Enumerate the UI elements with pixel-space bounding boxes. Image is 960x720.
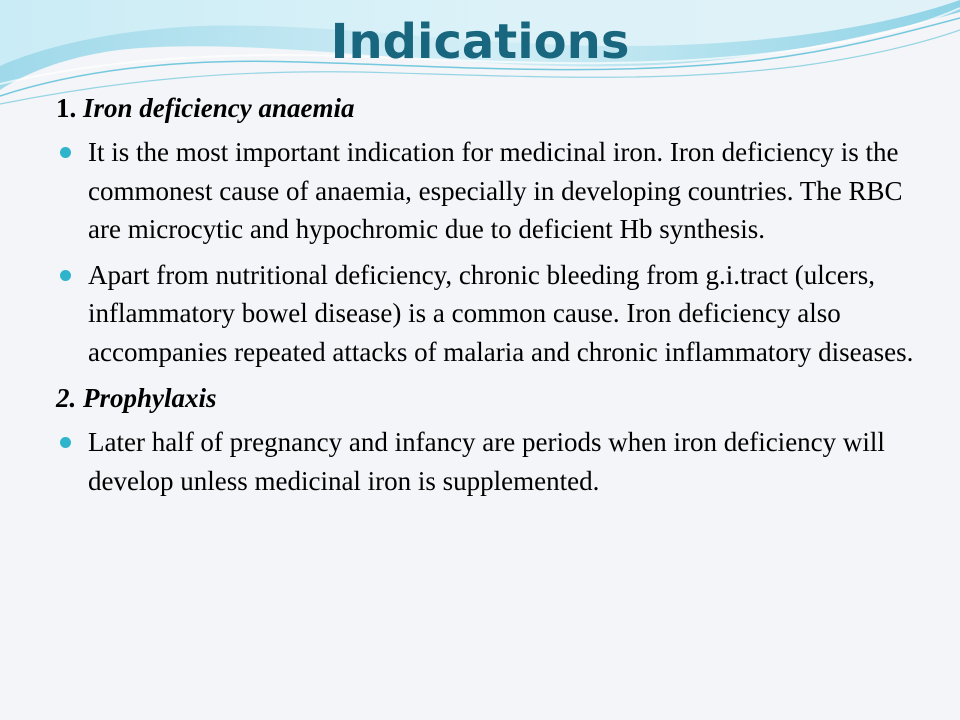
- section-number: 1.: [56, 93, 77, 123]
- section-title: Iron deficiency anaemia: [83, 93, 355, 123]
- bullet-icon: [60, 147, 71, 158]
- bullet-text: Apart from nutritional deficiency, chronic bleeding from g.i.tract (ulcers, inflammatory bowel disease) is a common cause. Iron deficiency also accompanies repeated attacks of malaria and chronic inflammatory diseases.: [88, 259, 914, 367]
- section-number: 2.: [56, 383, 77, 413]
- slide-content: [56, 88, 916, 507]
- bullet-icon: [60, 437, 71, 448]
- list-item: [56, 256, 916, 372]
- list-item: [56, 423, 916, 500]
- section-heading-prophylaxis: [56, 378, 916, 418]
- bullet-list-iron-deficiency: [56, 133, 916, 371]
- bullet-list-prophylaxis: [56, 423, 916, 500]
- list-item: [56, 133, 916, 249]
- bullet-icon: [60, 270, 71, 281]
- page-title: Indications: [330, 14, 630, 70]
- bullet-text: It is the most important indication for medicinal iron. Iron deficiency is the commonest cause of anaemia, especially in developing countries. The RBC are microcytic and hypochromic due to deficient Hb synthesis.: [88, 137, 903, 244]
- section-heading-iron-deficiency: [56, 88, 916, 128]
- section-title: Prophylaxis: [83, 383, 217, 413]
- bullet-text: Later half of pregnancy and infancy are periods when iron deficiency will develop unless medicinal iron is supplemented.: [88, 427, 885, 496]
